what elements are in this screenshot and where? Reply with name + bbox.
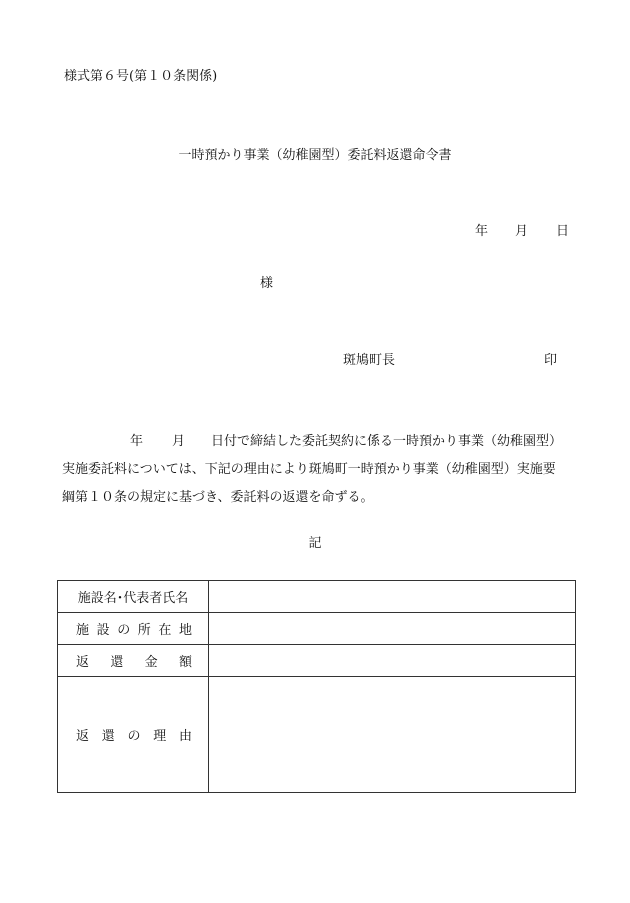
table-row (58, 645, 576, 677)
date-day-label: 日 (556, 224, 570, 239)
facility-name-value[interactable] (209, 581, 576, 613)
issuer-name: 斑鳩町長 (343, 353, 396, 368)
table-row (58, 613, 576, 645)
table-row (58, 677, 576, 793)
body-line-3: 綱第１０条の規定に基づき、委託料の返還を命ずる。 (62, 490, 374, 505)
table-row (58, 581, 576, 613)
label-char: の (127, 729, 141, 744)
label-char: 還 (110, 655, 124, 670)
label-char: 施 (76, 623, 90, 638)
body-line-2: 実施委託料については、下記の理由により斑鳩町一時預かり事業（幼稚園型）実施要 (62, 462, 556, 477)
label-char: 設 (96, 623, 110, 638)
document-title: 一時預かり事業（幼稚園型）委託料返還命令書 (178, 148, 452, 163)
body-line-1-text: 日付で締結した委託契約に係る一時預かり事業（幼稚園型） (211, 434, 563, 449)
refund-reason-value[interactable] (209, 677, 576, 793)
facility-name-label (58, 581, 209, 613)
label-char: の (117, 623, 131, 638)
facility-address-label (58, 613, 209, 645)
refund-amount-label (58, 645, 209, 677)
label-char: 金 (144, 655, 158, 670)
body-text (62, 428, 582, 512)
refund-amount-value[interactable] (209, 645, 576, 677)
facility-address-value[interactable] (209, 613, 576, 645)
label-char: 在 (158, 623, 172, 638)
label-char: 返 (76, 729, 90, 744)
ki-marker: 記 (308, 536, 322, 551)
addressee-suffix: 様 (260, 276, 274, 291)
label-char: 還 (101, 729, 115, 744)
label-char: 由 (178, 729, 192, 744)
facility-name-label-text: 施設名･代表者氏名 (77, 591, 189, 606)
date-month-label: 月 (515, 224, 529, 239)
seal-mark: 印 (544, 353, 558, 368)
body-month-label: 月 (172, 434, 186, 449)
body-year-label: 年 (130, 434, 144, 449)
label-char: 返 (76, 655, 90, 670)
body-line-1 (62, 428, 582, 456)
label-char: 所 (137, 623, 151, 638)
date-year-label: 年 (475, 224, 489, 239)
detail-table (57, 580, 576, 793)
label-char: 地 (178, 623, 192, 638)
refund-reason-label (58, 677, 209, 793)
form-number: 様式第６号(第１０条関係) (64, 69, 218, 84)
label-char: 額 (178, 655, 192, 670)
label-char: 理 (153, 729, 167, 744)
